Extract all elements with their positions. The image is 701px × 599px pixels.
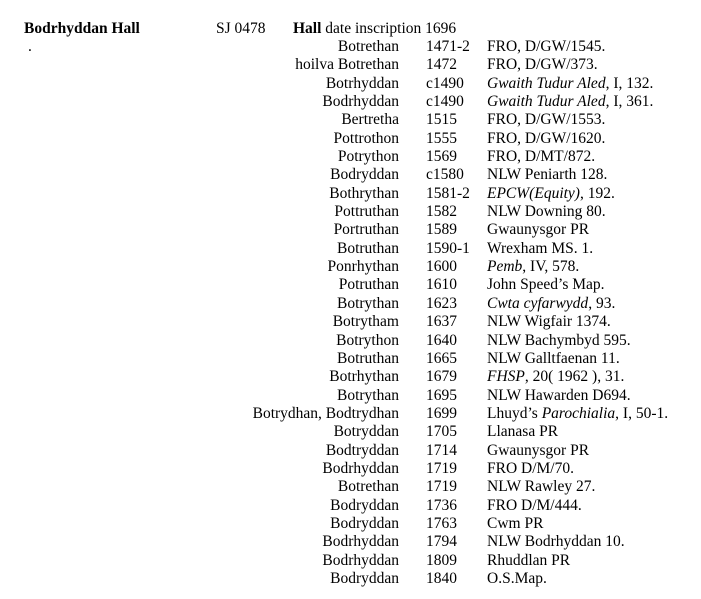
- list-item: [0, 368, 701, 386]
- source-title: FHSP: [487, 368, 525, 386]
- list-item: [0, 166, 701, 184]
- list-item: [0, 258, 701, 276]
- source: [487, 570, 547, 588]
- list-item: [0, 313, 701, 331]
- list-item: [0, 185, 701, 203]
- source-title: Gwaith Tudur Aled: [487, 93, 606, 111]
- source-text: , IV, 578.: [522, 258, 580, 276]
- source-text: FRO D/M/70.: [487, 459, 574, 477]
- list-item: [0, 276, 701, 294]
- list-item: [0, 405, 701, 423]
- source-text: FRO, D/GW/1553.: [487, 111, 606, 129]
- year: 1705: [426, 423, 457, 441]
- year: 1515: [426, 111, 457, 129]
- source: [487, 497, 582, 515]
- list-item: [0, 75, 701, 93]
- year: 1600: [426, 258, 457, 276]
- name-form: Botrethan: [337, 478, 399, 496]
- source: [487, 75, 653, 93]
- name-form: Botruthan: [337, 239, 399, 257]
- name-form: Bodryddan: [330, 569, 399, 587]
- source: [487, 38, 605, 56]
- name-form: Potrython: [337, 148, 399, 166]
- name-form: Pottruthan: [334, 203, 399, 221]
- name-form: Bodrhyddan: [322, 533, 399, 551]
- list-item: [0, 295, 701, 313]
- source-title: Gwaith Tudur Aled: [487, 74, 606, 92]
- list-item: [0, 533, 701, 551]
- source-text: , I, 361.: [605, 93, 654, 111]
- year: 1590-1: [426, 239, 470, 257]
- year: 1569: [426, 148, 457, 166]
- source: [487, 368, 624, 386]
- year: 1610: [426, 276, 457, 294]
- year: 1637: [426, 313, 457, 331]
- name-form: hoilva Botrethan: [295, 56, 399, 74]
- list-item: [0, 203, 701, 221]
- name-form: Botrhythan: [329, 368, 399, 386]
- source-text: John Speed’s Map.: [487, 276, 605, 294]
- list-item: [0, 93, 701, 111]
- source-text: FRO D/M/444.: [487, 496, 582, 514]
- name-form: Bothrythan: [329, 184, 399, 202]
- year: 1582: [426, 203, 457, 221]
- entry-name: Bodrhyddan Hall: [24, 20, 140, 37]
- source-text: NLW Bachymbyd 595.: [487, 331, 631, 349]
- year: 1840: [426, 569, 457, 587]
- source: [487, 130, 605, 148]
- year: 1679: [426, 368, 457, 386]
- name-form: Bodrhyddan: [322, 459, 399, 477]
- name-form: Bertretha: [341, 111, 399, 129]
- source: [487, 258, 579, 276]
- year: 1589: [426, 221, 457, 239]
- year: 1623: [426, 294, 457, 312]
- source-text: , 192.: [579, 184, 615, 202]
- name-form: Botrytham: [332, 313, 399, 331]
- source-text: O.S.Map.: [487, 569, 547, 587]
- source: [487, 295, 615, 313]
- name-form: Botrython: [336, 331, 399, 349]
- source-title: EPCW(Equity): [487, 184, 580, 202]
- year: 1581-2: [426, 184, 470, 202]
- source: [487, 405, 668, 423]
- source-text: , 20( 1962 ), 31.: [524, 368, 625, 386]
- source-text: Wrexham MS. 1.: [487, 239, 594, 257]
- source-text: NLW Hawarden D694.: [487, 386, 631, 404]
- name-form: Botrythan: [337, 294, 399, 312]
- source-text: , I, 50-1.: [615, 404, 669, 422]
- name-forms-list: [0, 38, 701, 588]
- list-item: [0, 350, 701, 368]
- source-text: Rhuddlan PR: [487, 551, 571, 569]
- source: [487, 203, 606, 221]
- source-text: NLW Peniarth 128.: [487, 166, 608, 184]
- year: 1695: [426, 386, 457, 404]
- source-text: NLW Rawley 27.: [487, 478, 596, 496]
- name-form: Pottrothon: [333, 129, 399, 147]
- name-form: Bodryddan: [330, 496, 399, 514]
- source-text: Cwm PR: [487, 514, 544, 532]
- source: [487, 93, 653, 111]
- year: 1763: [426, 514, 457, 532]
- year: 1809: [426, 551, 457, 569]
- source-title: Pemb: [487, 258, 523, 276]
- year: 1555: [426, 129, 457, 147]
- year: 1472: [426, 56, 457, 74]
- name-form: Bodrhyddan: [322, 551, 399, 569]
- source: [487, 148, 595, 166]
- list-item: [0, 460, 701, 478]
- year: 1719: [426, 459, 457, 477]
- list-item: [0, 387, 701, 405]
- source: [487, 185, 615, 203]
- source-text: FRO, D/GW/1545.: [487, 38, 606, 55]
- list-item: [0, 148, 701, 166]
- name-form: Botruthan: [337, 349, 399, 367]
- source: [487, 221, 589, 239]
- source-text: FRO, D/GW/373.: [487, 56, 598, 74]
- list-item: [0, 38, 701, 56]
- list-item: [0, 221, 701, 239]
- year: 1640: [426, 331, 457, 349]
- name-form: Ponrhythan: [327, 258, 399, 276]
- year: 1794: [426, 533, 457, 551]
- source-text: Llanasa PR: [487, 423, 559, 441]
- name-form: Botrythan: [337, 386, 399, 404]
- source-text: Gwaunysgor PR: [487, 441, 590, 459]
- year: 1736: [426, 496, 457, 514]
- source: [487, 350, 620, 368]
- name-form: Botrhyddan: [325, 74, 399, 92]
- list-item: [0, 442, 701, 460]
- source: [487, 313, 611, 331]
- source: [487, 442, 589, 460]
- year: 1719: [426, 478, 457, 496]
- source: [487, 56, 598, 74]
- year: 1714: [426, 441, 457, 459]
- name-form: Botrydhan, Bodtrydhan: [252, 404, 399, 422]
- list-item: [0, 515, 701, 533]
- hall-note-line: [293, 20, 456, 38]
- source: [487, 240, 593, 258]
- hall-note: date inscription 1696: [325, 20, 457, 37]
- source-title: Parochialia: [541, 404, 616, 422]
- year: 1665: [426, 349, 457, 367]
- source-text: FRO, D/MT/872.: [487, 148, 596, 166]
- name-form: Bodrhyddan: [322, 93, 399, 111]
- name-form: Bodryddan: [330, 166, 399, 184]
- source-text: FRO, D/GW/1620.: [487, 129, 606, 147]
- list-item: [0, 497, 701, 515]
- source: [487, 111, 605, 129]
- grid-reference: SJ 0478: [216, 20, 266, 37]
- list-item: [0, 240, 701, 258]
- list-item: [0, 423, 701, 441]
- name-form: Potruthan: [338, 276, 399, 294]
- hall-label: Hall: [293, 20, 322, 37]
- list-item: [0, 111, 701, 129]
- list-item: [0, 552, 701, 570]
- list-item: [0, 130, 701, 148]
- year: c1490: [426, 93, 464, 111]
- year: 1471-2: [426, 38, 470, 55]
- list-item: [0, 570, 701, 588]
- list-item: [0, 332, 701, 350]
- entry-dot: .: [28, 38, 32, 55]
- source-text: Gwaunysgor PR: [487, 221, 590, 239]
- source-prefix: Lhuyd’s: [487, 404, 542, 422]
- name-form: Botrethan: [337, 38, 399, 55]
- source: [487, 387, 631, 405]
- year: c1490: [426, 74, 464, 92]
- source: [487, 332, 631, 350]
- source-text: NLW Galltfaenan 11.: [487, 349, 620, 367]
- name-form: Bodryddan: [330, 514, 399, 532]
- source-text: , I, 132.: [605, 74, 654, 92]
- source-text: NLW Wigfair 1374.: [487, 313, 611, 331]
- source: [487, 166, 607, 184]
- list-item: [0, 56, 701, 74]
- source-text: NLW Bodrhyddan 10.: [487, 533, 625, 551]
- source: [487, 515, 543, 533]
- source: [487, 552, 570, 570]
- source: [487, 533, 625, 551]
- source-text: , 93.: [588, 294, 616, 312]
- year: 1699: [426, 404, 457, 422]
- source: [487, 276, 605, 294]
- source-title: Cwta cyfarwydd: [487, 294, 589, 312]
- source-text: NLW Downing 80.: [487, 203, 606, 221]
- source: [487, 423, 558, 441]
- year: c1580: [426, 166, 464, 184]
- name-form: Bodtryddan: [325, 441, 399, 459]
- source: [487, 478, 595, 496]
- name-form: Portruthan: [333, 221, 399, 239]
- name-form: Botryddan: [333, 423, 399, 441]
- source: [487, 460, 574, 478]
- list-item: [0, 478, 701, 496]
